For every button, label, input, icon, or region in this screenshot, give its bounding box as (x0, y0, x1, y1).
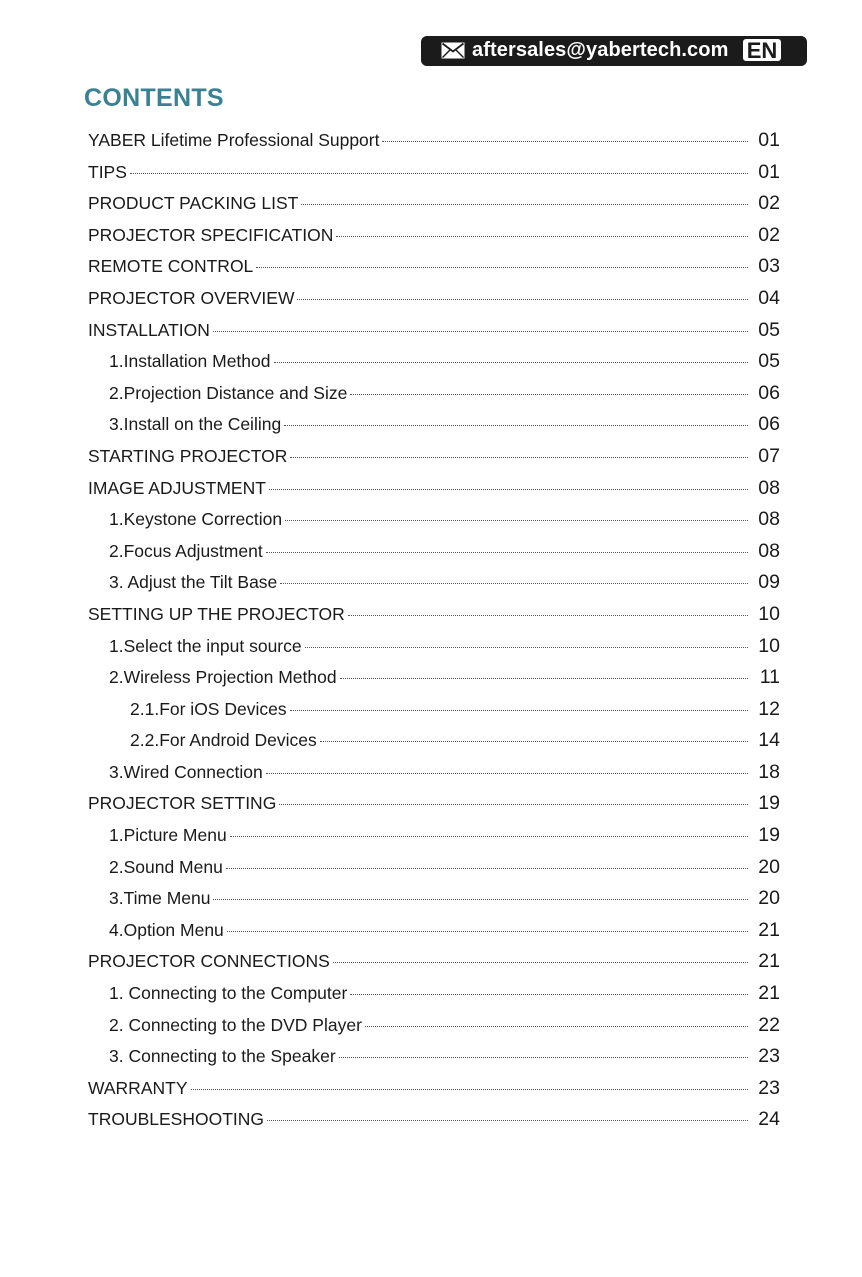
toc-entry-label: 1.Picture Menu (109, 825, 227, 846)
toc-entry-label: 1. Connecting to the Computer (109, 983, 348, 1004)
toc-entry-page-number: 01 (758, 129, 780, 151)
toc-entry[interactable] (88, 445, 780, 477)
toc-entry-label: 1.Installation Method (109, 351, 271, 372)
page-title: CONTENTS (84, 84, 224, 112)
toc-dot-leader (297, 299, 748, 300)
toc-entry[interactable] (88, 255, 780, 287)
toc-entry-page-number: 08 (758, 508, 780, 531)
toc-dot-leader (267, 1120, 748, 1121)
toc-entry-page-number: 14 (758, 729, 780, 752)
toc-entry-page-number: 19 (758, 792, 780, 815)
toc-entry-label: 2.Sound Menu (109, 856, 223, 877)
toc-entry-page-number: 23 (758, 1076, 780, 1099)
toc-entry-page-number: 20 (758, 887, 780, 910)
toc-entry-page-number: 02 (758, 192, 780, 215)
toc-entry-page-number: 12 (758, 697, 780, 720)
toc-entry-label: TROUBLESHOOTING (88, 1109, 264, 1130)
toc-dot-leader (350, 394, 748, 395)
toc-entry-label: 2.Focus Adjustment (109, 540, 263, 561)
toc-entry[interactable] (88, 508, 780, 540)
toc-entry-label: SETTING UP THE PROJECTOR (88, 603, 345, 624)
toc-dot-leader (350, 994, 748, 995)
toc-dot-leader (269, 489, 748, 490)
toc-entry-page-number: 19 (758, 824, 780, 847)
toc-entry-page-number: 11 (759, 666, 780, 689)
toc-dot-leader (266, 773, 748, 774)
toc-entry-page-number: 10 (758, 602, 780, 625)
toc-entry[interactable] (88, 887, 780, 919)
toc-entry[interactable] (88, 161, 780, 193)
toc-entry-page-number: 06 (758, 413, 780, 436)
table-of-contents (88, 129, 780, 1140)
toc-entry-page-number: 21 (758, 918, 780, 941)
toc-dot-leader (301, 204, 748, 205)
toc-entry[interactable] (88, 350, 780, 382)
toc-entry[interactable] (88, 950, 780, 982)
toc-entry-label: 3. Adjust the Tilt Base (109, 572, 278, 593)
toc-entry-page-number: 09 (758, 571, 780, 594)
toc-dot-leader (320, 741, 748, 742)
toc-entry-page-number: 20 (758, 855, 780, 878)
toc-dot-leader (348, 615, 748, 616)
toc-entry-page-number: 10 (758, 634, 780, 657)
toc-dot-leader (213, 331, 748, 332)
toc-entry-page-number: 05 (758, 318, 780, 341)
toc-dot-leader (336, 236, 748, 237)
toc-entry-label: TIPS (88, 161, 127, 182)
toc-dot-leader (279, 804, 748, 805)
toc-entry-label: PROJECTOR SETTING (88, 793, 277, 814)
toc-entry-page-number: 01 (758, 160, 780, 183)
toc-entry[interactable] (88, 129, 780, 161)
toc-dot-leader (290, 457, 748, 458)
toc-entry-label: 4.Option Menu (109, 919, 224, 940)
toc-entry-label: 3. Connecting to the Speaker (109, 1046, 336, 1067)
toc-entry[interactable] (88, 1045, 780, 1077)
toc-dot-leader (191, 1089, 749, 1090)
toc-dot-leader (266, 552, 748, 553)
toc-dot-leader (365, 1026, 748, 1027)
toc-entry-page-number: 05 (758, 350, 780, 373)
toc-entry[interactable] (88, 603, 780, 635)
toc-entry-page-number: 06 (758, 381, 780, 404)
toc-dot-leader (382, 141, 748, 142)
toc-entry-label: YABER Lifetime Professional Support (88, 130, 380, 150)
toc-entry[interactable] (88, 729, 780, 761)
toc-entry[interactable] (88, 224, 780, 256)
toc-dot-leader (280, 583, 748, 584)
toc-entry[interactable] (88, 635, 780, 667)
toc-entry-label: IMAGE ADJUSTMENT (88, 477, 266, 498)
toc-dot-leader (333, 962, 748, 963)
support-email-banner (421, 36, 807, 66)
toc-entry[interactable] (88, 792, 780, 824)
support-email[interactable]: aftersales@yabertech.com (472, 39, 729, 61)
toc-entry[interactable] (88, 824, 780, 856)
toc-entry[interactable] (88, 571, 780, 603)
toc-dot-leader (213, 899, 748, 900)
toc-dot-leader (305, 647, 748, 648)
toc-dot-leader (256, 267, 748, 268)
toc-entry-label: PROJECTOR OVERVIEW (88, 287, 295, 308)
toc-entry[interactable] (88, 982, 780, 1014)
toc-entry-label: 1.Keystone Correction (109, 509, 283, 530)
toc-entry[interactable] (88, 666, 780, 698)
toc-entry-label: PRODUCT PACKING LIST (88, 193, 299, 214)
toc-entry[interactable] (88, 319, 780, 351)
language-badge: EN (741, 37, 783, 63)
toc-entry-page-number: 08 (758, 476, 780, 499)
toc-entry-label: STARTING PROJECTOR (88, 445, 288, 466)
toc-entry-page-number: 23 (758, 1045, 780, 1068)
toc-dot-leader (290, 710, 748, 711)
toc-entry-label: 3.Time Menu (109, 888, 211, 909)
toc-entry[interactable] (88, 540, 780, 572)
toc-entry-page-number: 02 (758, 223, 780, 246)
envelope-icon (441, 42, 465, 59)
toc-entry-page-number: 08 (758, 539, 780, 562)
toc-entry-page-number: 04 (758, 286, 780, 309)
toc-entry-label: 3.Wired Connection (109, 761, 263, 782)
toc-entry-label: 2.1.For iOS Devices (130, 698, 287, 719)
toc-entry[interactable] (88, 1014, 780, 1046)
toc-entry-label: 2. Connecting to the DVD Player (109, 1014, 362, 1035)
toc-dot-leader (340, 678, 748, 679)
toc-entry-label: 3.Install on the Ceiling (109, 414, 282, 435)
toc-entry[interactable] (88, 919, 780, 951)
toc-entry-label: 1.Select the input source (109, 635, 302, 656)
toc-dot-leader (226, 868, 748, 869)
toc-entry-label: 2.2.For Android Devices (130, 730, 317, 751)
toc-entry-page-number: 18 (758, 760, 780, 783)
toc-entry[interactable] (88, 1108, 780, 1140)
toc-dot-leader (230, 836, 748, 837)
toc-dot-leader (274, 362, 749, 363)
toc-entry[interactable] (88, 477, 780, 509)
toc-dot-leader (285, 520, 748, 521)
toc-entry-label: PROJECTOR SPECIFICATION (88, 224, 334, 245)
toc-entry[interactable] (88, 413, 780, 445)
toc-entry[interactable] (88, 287, 780, 319)
toc-entry-label: INSTALLATION (88, 319, 210, 340)
toc-dot-leader (284, 425, 748, 426)
toc-entry[interactable] (88, 382, 780, 414)
toc-entry-label: 2.Wireless Projection Method (109, 667, 337, 688)
toc-entry[interactable] (88, 1077, 780, 1109)
toc-entry[interactable] (88, 698, 780, 730)
toc-entry-page-number: 21 (758, 950, 780, 973)
toc-dot-leader (227, 931, 748, 932)
toc-entry-page-number: 21 (758, 982, 780, 1005)
toc-entry-label: REMOTE CONTROL (88, 256, 254, 277)
toc-entry-page-number: 03 (758, 255, 780, 278)
toc-entry-page-number: 22 (758, 1013, 780, 1036)
toc-entry[interactable] (88, 856, 780, 888)
toc-entry-page-number: 07 (758, 444, 780, 467)
toc-entry-page-number: 24 (758, 1108, 780, 1131)
toc-entry-label: PROJECTOR CONNECTIONS (88, 951, 330, 972)
toc-dot-leader (130, 173, 748, 174)
toc-entry[interactable] (88, 192, 780, 224)
toc-dot-leader (339, 1057, 748, 1058)
toc-entry-label: 2.Projection Distance and Size (109, 382, 348, 403)
toc-entry-label: WARRANTY (88, 1077, 188, 1098)
toc-entry[interactable] (88, 761, 780, 793)
